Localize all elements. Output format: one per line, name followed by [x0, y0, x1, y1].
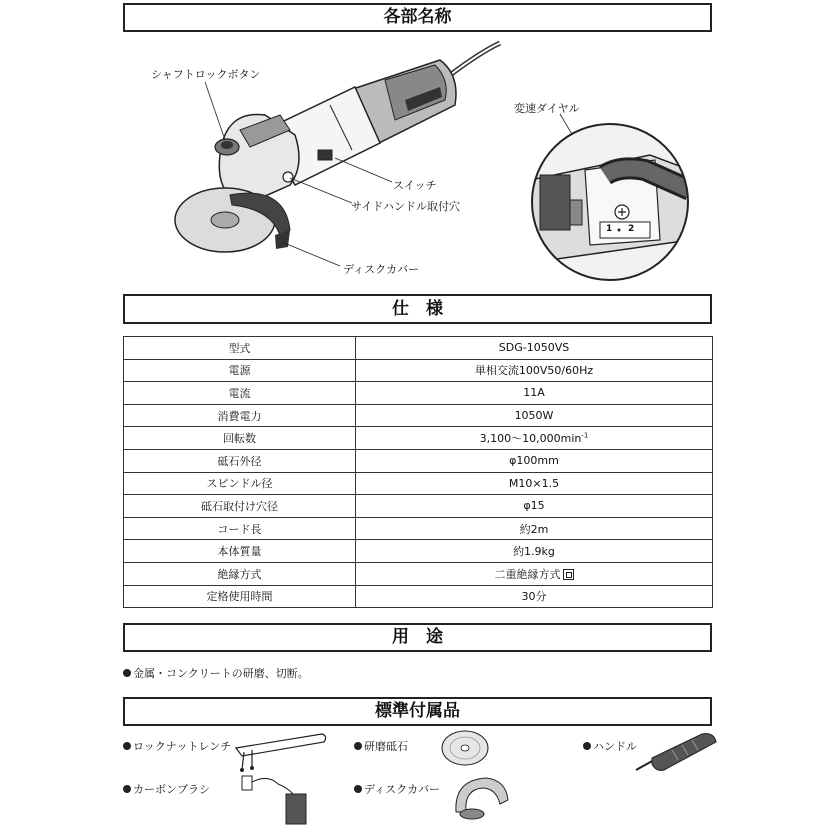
dial-mark-1: 1: [606, 224, 613, 234]
spec-key: 回転数: [124, 427, 356, 450]
bullet-icon: [123, 669, 131, 677]
accessory-lock-nut-wrench: [123, 738, 231, 754]
spec-value: φ100mm: [356, 449, 713, 472]
spec-key: 電源: [124, 359, 356, 382]
table-row: [124, 517, 713, 540]
usage-item: [123, 665, 309, 681]
spec-value: M10×1.5: [356, 472, 713, 495]
spec-key: 砥石取付け穴径: [124, 495, 356, 518]
leader-lines: [0, 0, 836, 300]
table-row: [124, 562, 713, 585]
speed-dial-closeup: [530, 120, 690, 285]
bullet-icon: [583, 742, 591, 750]
table-row: [124, 337, 713, 360]
table-row: [124, 495, 713, 518]
accessory-label: 研磨砥石: [364, 740, 408, 753]
label-disc-cover: ディスクカバー: [343, 263, 420, 276]
accessory-handle: [583, 738, 637, 754]
spec-key: 砥石外径: [124, 449, 356, 472]
spec-value: SDG-1050VS: [356, 337, 713, 360]
carbon-brush-icon: [238, 772, 328, 830]
spec-value: 30分: [356, 585, 713, 608]
bullet-icon: [123, 742, 131, 750]
spec-value: 約1.9kg: [356, 540, 713, 563]
accessory-grinding-wheel: [354, 738, 408, 754]
spec-value-insulation: [356, 562, 713, 585]
table-row: [124, 472, 713, 495]
grinding-wheel-icon: [440, 728, 490, 768]
spec-table: [123, 336, 713, 608]
spec-key: 定格使用時間: [124, 585, 356, 608]
label-speed-dial: 変速ダイヤル: [514, 102, 580, 115]
spec-value-rpm: [356, 427, 713, 450]
usage-text: 金属・コンクリートの研磨、切断。: [133, 667, 309, 680]
spec-value: 単相交流100V50/60Hz: [356, 359, 713, 382]
accessory-label: ロックナットレンチ: [133, 740, 232, 753]
handle-icon: [632, 728, 722, 778]
table-row: [124, 404, 713, 427]
dial-mark-2: 2: [628, 224, 635, 234]
spec-key: 本体質量: [124, 540, 356, 563]
spec-key: 絶縁方式: [124, 562, 356, 585]
spec-key: 消費電力: [124, 404, 356, 427]
bullet-icon: [123, 785, 131, 793]
label-shaft-lock-button: シャフトロックボタン: [151, 68, 261, 81]
double-insulation-icon: [563, 569, 574, 580]
accessory-carbon-brush: [123, 781, 210, 797]
table-row: [124, 382, 713, 405]
spec-key: コード長: [124, 517, 356, 540]
disc-cover-icon: [450, 772, 510, 830]
table-row: [124, 585, 713, 608]
insulation-value: 二重絶縁方式: [494, 567, 561, 581]
spec-value: 1050W: [356, 404, 713, 427]
accessory-label: ディスクカバー: [364, 783, 441, 796]
rpm-exponent: -1: [581, 431, 589, 440]
rpm-value: 3,100～10,000min: [479, 432, 582, 446]
table-row: [124, 540, 713, 563]
spec-value: 11A: [356, 382, 713, 405]
spec-value: 約2m: [356, 517, 713, 540]
accessory-label: カーボンブラシ: [133, 783, 210, 796]
accessory-disc-cover: [354, 781, 440, 797]
table-row: [124, 427, 713, 450]
table-row: [124, 449, 713, 472]
label-side-handle-hole: サイドハンドル取付穴: [351, 200, 461, 213]
label-switch: スイッチ: [393, 179, 437, 192]
spec-key: 型式: [124, 337, 356, 360]
section-header-parts: 各部名称: [123, 3, 712, 32]
lock-nut-wrench-icon: [232, 728, 332, 773]
section-header-usage: 用 途: [123, 623, 712, 652]
bullet-icon: [354, 742, 362, 750]
spec-key: スピンドル径: [124, 472, 356, 495]
bullet-icon: [354, 785, 362, 793]
spec-value: φ15: [356, 495, 713, 518]
section-header-spec: 仕 様: [123, 294, 712, 324]
spec-key: 電流: [124, 382, 356, 405]
section-header-accessories: 標準付属品: [123, 697, 712, 726]
table-row: [124, 359, 713, 382]
accessory-label: ハンドル: [593, 740, 637, 753]
